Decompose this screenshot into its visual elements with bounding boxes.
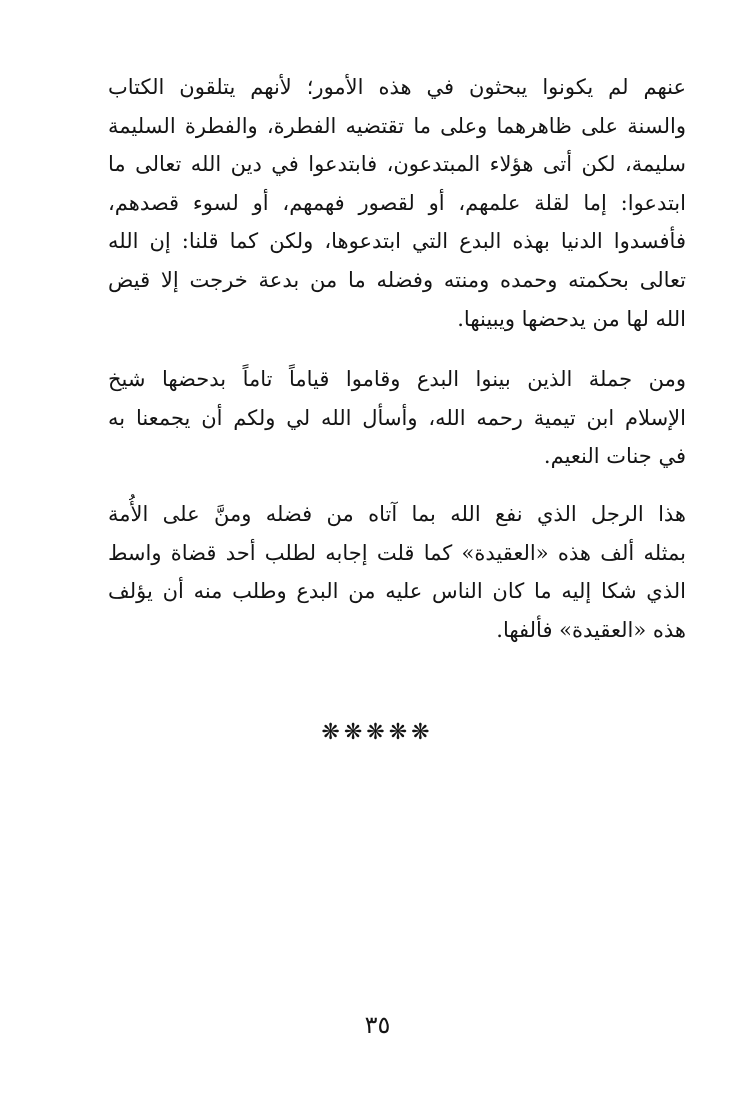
text-line: ومن جملة الذين بينوا البدع وقاموا قياماً تاماً بدحضها شيخ — [108, 367, 686, 391]
paragraph-3 — [108, 495, 686, 649]
text-line: هذه «العقيدة» فألفها. — [496, 617, 686, 642]
text-line: الله لها من يدحضها ويبينها. — [457, 306, 686, 331]
text-line: الإسلام ابن تيمية رحمه الله، وأسأل الله لي ولكم أن يجمعنا به — [108, 405, 686, 430]
paragraph-2 — [108, 360, 686, 476]
paragraph-1 — [108, 68, 686, 338]
text-line: الذي شكا إليه ما كان الناس عليه من البدع وطلب منه أن يؤلف — [108, 579, 686, 604]
text-line: هذا الرجل الذي نفع الله بما آتاه من فضله ومنَّ على الأُمة — [108, 502, 686, 526]
text-line: تعالى بحكمته وحمده ومنته وفضله ما من بدعة خرجت إلا قيض — [108, 267, 686, 292]
text-line: ابتدعوا: إما لقلة علمهم، أو لقصور فهمهم، أو لسوء قصدهم، — [108, 190, 686, 215]
text-line: عنهم لم يكونوا يبحثون في هذه الأمور؛ لأنهم يتلقون الكتاب — [108, 75, 686, 99]
text-line: والسنة على ظاهرهما وعلى ما تقتضيه الفطرة، والفطرة السليمة — [108, 113, 686, 138]
text-line: فأفسدوا الدنيا بهذه البدع التي ابتدعوها، ولكن كما قلنا: إن الله — [108, 229, 686, 254]
text-line: في جنات النعيم. — [543, 444, 686, 469]
text-line: سليمة، لكن أتى هؤلاء المبتدعون، فابتدعوا في دين الله تعالى ما — [108, 152, 686, 177]
text-line: بمثله ألف هذه «العقيدة» كما قلت إجابه لطلب أحد قضاة واسط — [108, 540, 686, 565]
page-number: ٣٥ — [364, 1011, 391, 1039]
section-separator: ❋❋❋❋❋ — [321, 720, 434, 745]
